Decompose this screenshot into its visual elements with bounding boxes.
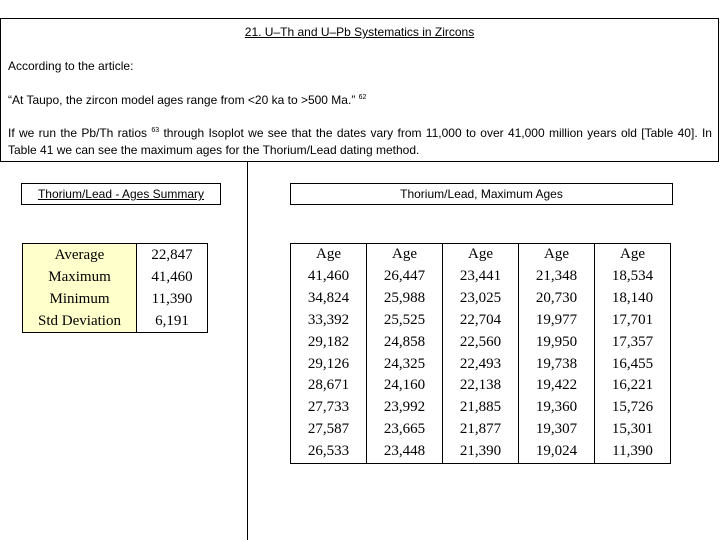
- age-column-header: Age: [392, 246, 417, 262]
- age-value: 20,730: [535, 289, 578, 306]
- age-value: 16,221: [611, 377, 654, 394]
- summary-values-cell: [137, 244, 208, 333]
- age-value: 18,534: [611, 267, 654, 284]
- paragraph-part-2: through Isoplot we see that the dates vary from 11,000 to over 41,000 million years old [Table 40]. In Table 41 we can see the maximum ages for the Thorium/Lead dating method.: [8, 126, 712, 157]
- age-value: 15,301: [611, 421, 654, 438]
- age-value: 19,977: [535, 311, 578, 328]
- age-value: 23,441: [459, 267, 502, 284]
- age-value: 27,587: [307, 421, 350, 438]
- age-column-3: [443, 244, 519, 464]
- age-value: 15,726: [611, 399, 654, 416]
- summary-label: Maximum: [48, 269, 111, 285]
- age-value: 22,704: [459, 311, 502, 328]
- age-column-5: [595, 244, 671, 464]
- age-value: 24,858: [383, 333, 426, 350]
- age-value: 29,182: [307, 333, 350, 350]
- age-value: 19,360: [535, 399, 578, 416]
- age-column-2: [367, 244, 443, 464]
- age-column-header: Age: [468, 246, 493, 262]
- age-value: 28,671: [307, 377, 350, 394]
- age-value: 16,455: [611, 355, 654, 372]
- age-value: 34,824: [307, 289, 350, 306]
- age-value: 25,525: [383, 311, 426, 328]
- summary-label: Average: [54, 247, 105, 263]
- age-column-header: Age: [544, 246, 569, 262]
- age-value: 22,560: [459, 333, 502, 350]
- age-value: 21,885: [459, 399, 502, 416]
- article-text-box: [0, 18, 719, 162]
- summary-heading: Thorium/Lead - Ages Summary: [21, 183, 221, 205]
- age-value: 24,325: [383, 355, 426, 372]
- age-column-4: [519, 244, 595, 464]
- age-value: 26,533: [307, 443, 350, 460]
- quote-text: [8, 93, 366, 107]
- quote-footnote-ref: 62: [358, 94, 367, 101]
- age-value: 23,665: [383, 421, 426, 438]
- summary-table: [22, 243, 208, 333]
- age-value: 21,348: [535, 267, 578, 284]
- age-value: 17,357: [611, 333, 654, 350]
- summary-label: Minimum: [49, 291, 110, 307]
- age-value: 11,390: [612, 443, 653, 460]
- age-value: 33,392: [307, 311, 350, 328]
- age-value: 17,701: [611, 311, 654, 328]
- age-value: 23,992: [383, 399, 426, 416]
- age-value: 22,138: [459, 377, 502, 394]
- age-value: 19,422: [535, 377, 578, 394]
- summary-label: Std Deviation: [38, 313, 121, 329]
- age-value: 19,307: [535, 421, 578, 438]
- age-value: 19,738: [535, 355, 578, 372]
- paragraph-part-1: If we run the Pb/Th ratios: [8, 126, 147, 140]
- intro-text: According to the article:: [8, 59, 134, 73]
- age-value: 19,024: [535, 443, 578, 460]
- summary-labels-cell: [23, 244, 137, 333]
- summary-value: 41,460: [151, 269, 193, 285]
- summary-value: 11,390: [151, 291, 193, 307]
- age-value: 21,877: [459, 421, 502, 438]
- age-value: 19,950: [535, 333, 578, 350]
- summary-value: 22,847: [151, 247, 193, 263]
- maximum-ages-heading: Thorium/Lead, Maximum Ages: [290, 183, 673, 205]
- explanation-paragraph: [8, 125, 712, 159]
- age-value: 23,448: [383, 443, 426, 460]
- age-value: 29,126: [307, 355, 350, 372]
- paragraph-footnote-ref: 63: [151, 127, 160, 134]
- age-value: 26,447: [383, 267, 426, 284]
- age-value: 18,140: [611, 289, 654, 306]
- age-value: 41,460: [307, 267, 350, 284]
- age-column-header: Age: [620, 246, 645, 262]
- maximum-ages-table: [290, 243, 671, 464]
- age-value: 23,025: [459, 289, 502, 306]
- quote-body: “At Taupo, the zircon model ages range from <20 ka to >500 Ma.”: [8, 93, 356, 107]
- age-value: 25,988: [383, 289, 426, 306]
- slide-title: 21. U–Th and U–Pb Systematics in Zircons: [244, 25, 475, 39]
- age-value: 27,733: [307, 399, 350, 416]
- age-value: 22,493: [459, 355, 502, 372]
- column-divider: [247, 162, 248, 540]
- age-value: 24,160: [383, 377, 426, 394]
- age-column-1: [291, 244, 367, 464]
- summary-value: 6,191: [155, 313, 189, 329]
- age-column-header: Age: [316, 246, 341, 262]
- age-value: 21,390: [459, 443, 502, 460]
